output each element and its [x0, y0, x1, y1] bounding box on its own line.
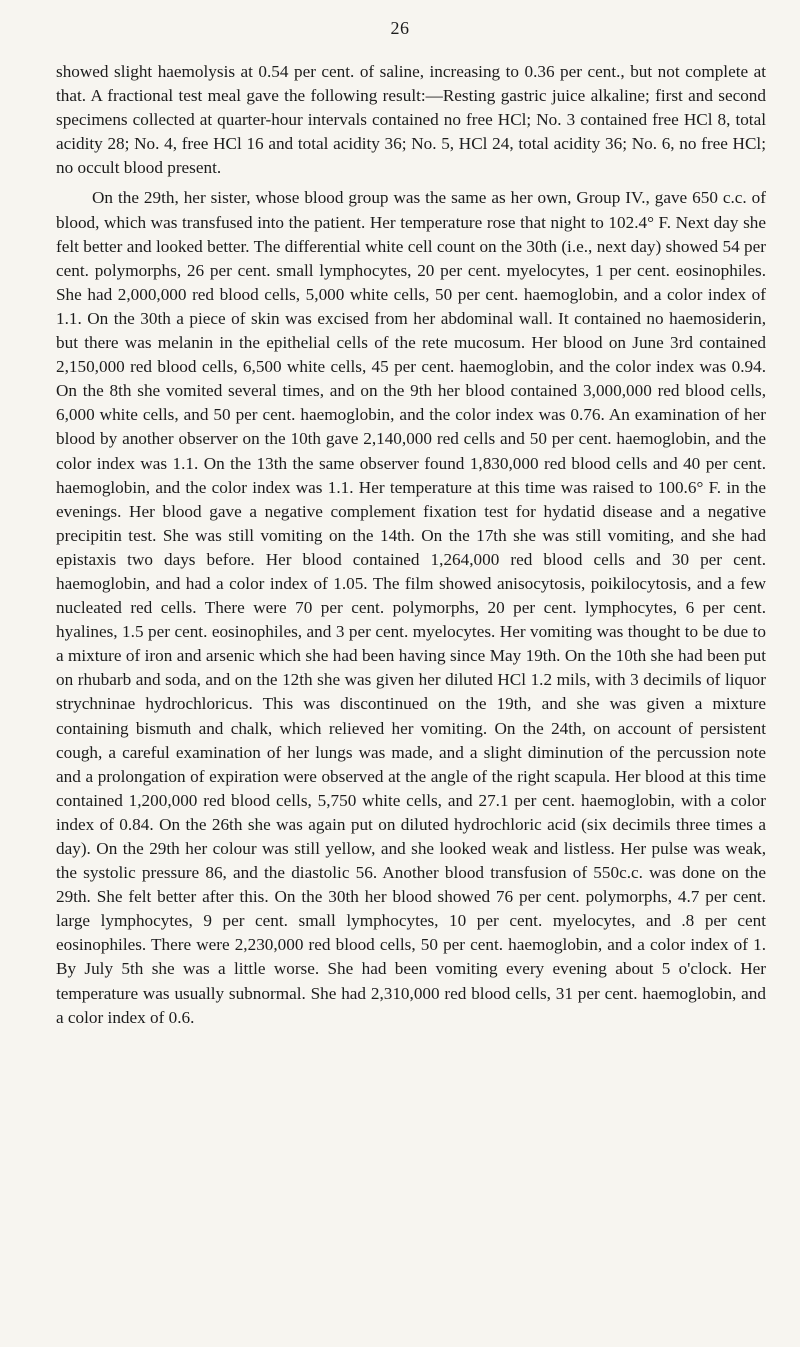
page-number: 26: [390, 18, 410, 38]
body-text: [56, 60, 766, 1030]
paragraph-continuation: showed slight haemolysis at 0.54 per cent. of saline, increasing to 0.36 per cent., but not complete at that. A fractional test meal gave the following result:—Resting gastric juice alkaline; first and second specimens collected at quarter-hour intervals contained no free HCl; No. 3 contained free HCl 8, total acidity 28; No. 4, free HCl 16 and total acidity 36; No. 5, HCl 24, total acidity 36; No. 6, no free HCl; no occult blood present.: [56, 62, 766, 178]
paragraph-case-history: On the 29th, her sister, whose blood group was the same as her own, Group IV., gave 650 c.c. of blood, which was transfused into the patient. Her temperature rose that night to 102.4° F. Next day she felt better and looked better. The differential white cell count on the 30th (i.e., next day) showed 54 per cent. polymorphs, 26 per cent. small lymphocytes, 20 per cent. myelocytes, 1 per cent. eosinophiles. She had 2,000,000 red blood cells, 5,000 white cells, 50 per cent. haemoglobin, and a color index of 1.1. On the 30th a piece of skin was excised from her abdominal wall. It contained no haemosiderin, but there was melanin in the epithelial cells of the rete mucosum. Her blood on June 3rd contained 2,150,000 red blood cells, 6,500 white cells, 45 per cent. haemoglobin, and the color index was 0.94. On the 8th she vomited several times, and on the 9th her blood contained 3,000,000 red blood cells, 6,000 white cells, and 50 per cent. haemoglobin, and the color index was 0.76. An examination of her blood by another observer on the 10th gave 2,140,000 red cells and 50 per cent. haemoglobin, and the color index was 1.1. On the 13th the same observer found 1,830,000 red blood cells and 40 per cent. haemoglobin, and the color index was 1.1. Her temperature at this time was raised to 100.6° F. in the evenings. Her blood gave a negative complement fixation test for hydatid disease and a negative precipitin test. She was still vomiting on the 14th. On the 17th she was still vomiting, and she had epistaxis two days before. Her blood contained 1,264,000 red blood cells and 30 per cent. haemoglobin, and had a color index of 1.05. The film showed anisocytosis, poikilocytosis, and a few nucleated red cells. There were 70 per cent. polymorphs, 20 per cent. lymphocytes, 6 per cent. hyalines, 1.5 per cent. eosinophiles, and 3 per cent. myelocytes. Her vomiting was thought to be due to a mixture of iron and arsenic which she had been having since May 19th. On the 10th she had been put on rhubarb and soda, and on the 12th she was given her diluted HCl 1.2 mils, with 3 decimils of liquor strychninae hydrochloricus. This was discontinued on the 19th, and she was given a mixture containing bismuth and chalk, which relieved her vomiting. On the 24th, on account of persistent cough, a careful examination of her lungs was made, and a slight diminution of the percussion note and a prolongation of expiration were observed at the angle of the right scapula. Her blood at this time contained 1,200,000 red blood cells, 5,750 white cells, and 27.1 per cent. haemoglobin, with a color index of 0.84. On the 26th she was again put on diluted hydrochloric acid (six decimils three times a day). On the 29th her colour was still yellow, and she looked weak and listless. Her pulse was weak, the systolic pressure 86, and the diastolic 56. Another blood transfusion of 550c.c. was done on the 29th. She felt better after this. On the 30th her blood showed 76 per cent. polymorphs, 4.7 per cent. large lymphocytes, 9 per cent. small lymphocytes, 10 per cent. myelocytes, and .8 per cent eosinophiles. There were 2,230,000 red blood cells, 50 per cent. haemoglobin, and a color index of 1. By July 5th she was a little worse. She had been vomiting every evening about 5 o'clock. Her temperature was usually subnormal. She had 2,310,000 red blood cells, 31 per cent. haemoglobin, and a color index of 0.6.: [56, 188, 766, 1027]
